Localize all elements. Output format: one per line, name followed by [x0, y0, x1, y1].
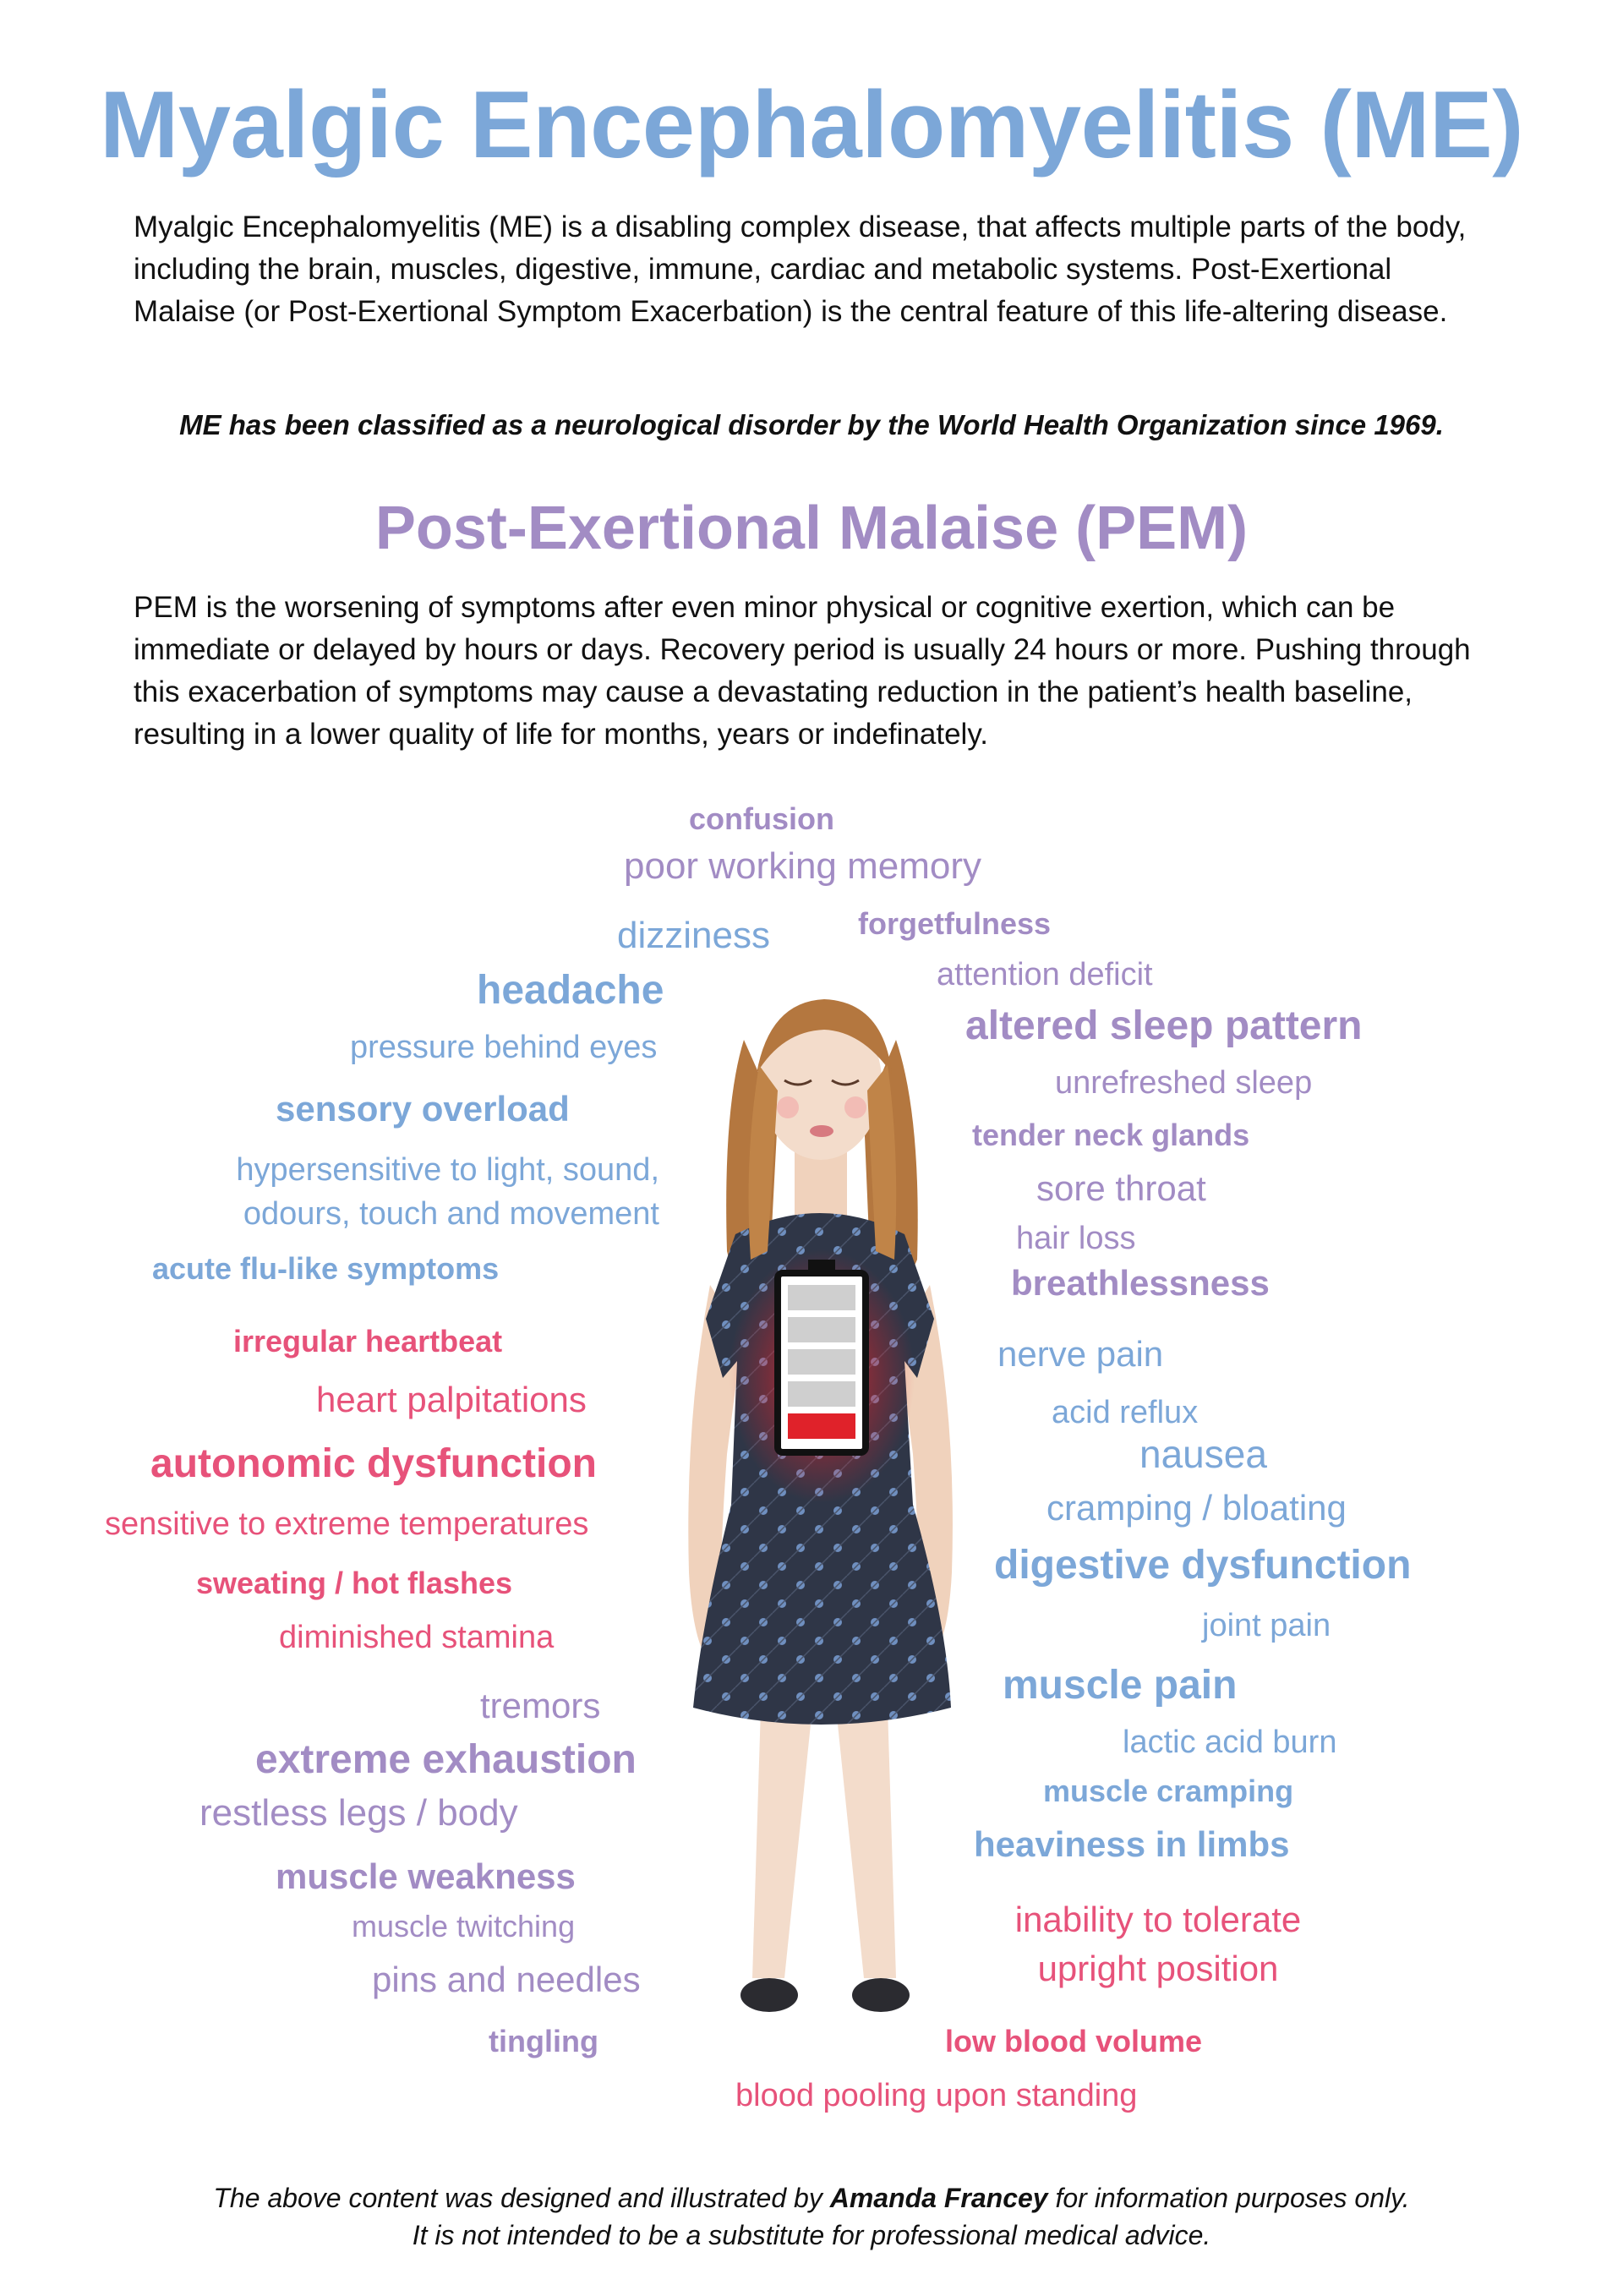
footer-line-1: [0, 2179, 1623, 2217]
symptom-diminished-stamina: diminished stamina: [279, 1620, 555, 1655]
symptom-tender-neck-glands: tender neck glands: [972, 1118, 1250, 1152]
footer-text-after: for information purposes only.: [1047, 2183, 1410, 2213]
symptom-lactic-acid-burn: lactic acid burn: [1123, 1725, 1337, 1760]
symptom-sensitive-to-temperatures: sensitive to extreme temperatures: [105, 1506, 589, 1542]
symptom-hypersensitive: hypersensitive to light, sound, odours, touch and movement: [236, 1152, 659, 1232]
symptom-extreme-exhaustion: extreme exhaustion: [255, 1737, 637, 1782]
symptom-unrefreshed-sleep: unrefreshed sleep: [1055, 1065, 1313, 1101]
symptom-cramping-bloating: cramping / bloating: [1046, 1488, 1347, 1528]
who-classification-note: ME has been classified as a neurological disorder by the World Health Organization since 1969.: [179, 409, 1444, 440]
symptom-tremors: tremors: [480, 1686, 601, 1725]
symptom-muscle-twitching: muscle twitching: [352, 1909, 576, 1943]
symptom-heart-palpitations: heart palpitations: [316, 1380, 587, 1419]
symptom-tingling: tingling: [489, 2024, 598, 2058]
symptom-acid-reflux: acid reflux: [1052, 1395, 1199, 1430]
symptom-pins-and-needles: pins and needles: [372, 1960, 641, 1999]
symptom-confusion: confusion: [689, 801, 834, 836]
footer-author: Amanda Francey: [829, 2183, 1048, 2213]
symptom-altered-sleep-pattern: altered sleep pattern: [965, 1003, 1363, 1048]
symptom-sore-throat: sore throat: [1036, 1168, 1206, 1208]
battery-icon: [778, 1260, 866, 1452]
footer-disclaimer: [0, 2179, 1623, 2254]
symptom-muscle-pain: muscle pain: [1003, 1663, 1238, 1708]
intro-paragraph: Myalgic Encephalomyelitis (ME) is a disabling complex disease, that affects multiple parts of the body, including the brain, muscles, digestive, immune, cardiac and metabolic systems. Post-Exertional Malaise (or Post-Exertional Symptom Exacerbation) is the central feature of this life-altering disease.: [134, 210, 1467, 328]
symptom-sweating-hot-flashes: sweating / hot flashes: [196, 1566, 513, 1600]
page-title: Myalgic Encephalomyelitis (ME): [99, 72, 1524, 178]
symptom-blood-pooling: blood pooling upon standing: [735, 2078, 1138, 2113]
symptom-inability-upright: inability to tolerate upright position: [1014, 1900, 1302, 1988]
symptom-poor-working-memory: poor working memory: [624, 845, 982, 887]
symptom-joint-pain: joint pain: [1202, 1608, 1331, 1643]
footer-text-before: The above content was designed and illustrated by: [213, 2183, 830, 2213]
symptom-attention-deficit: attention deficit: [937, 957, 1153, 992]
pem-heading: Post-Exertional Malaise (PEM): [374, 495, 1249, 562]
symptom-hair-loss: hair loss: [1016, 1221, 1136, 1256]
pem-paragraph: PEM is the worsening of symptoms after even minor physical or cognitive exertion, which can be immediate or delayed by hours or days. Recovery period is usually 24 hours or more. Pushing through this exacerbation of symptoms may cause a devastating reduction in the patient’s health baseline, resulting in a lower quality of life for months, years or indefinately.: [134, 591, 1471, 751]
symptom-forgetfulness: forgetfulness: [858, 906, 1052, 941]
symptom-headache: headache: [477, 968, 664, 1013]
symptom-heaviness-in-limbs: heaviness in limbs: [974, 1824, 1290, 1864]
symptom-low-blood-volume: low blood volume: [945, 2024, 1202, 2058]
symptom-pressure-behind-eyes: pressure behind eyes: [350, 1030, 658, 1065]
symptom-nausea: nausea: [1139, 1432, 1267, 1476]
footer-line-2: It is not intended to be a substitute for professional medical advice.: [412, 2220, 1211, 2250]
symptom-irregular-heartbeat: irregular heartbeat: [233, 1324, 503, 1358]
symptom-restless-legs: restless legs / body: [199, 1792, 518, 1834]
symptom-breathlessness: breathlessness: [1011, 1263, 1270, 1303]
symptom-autonomic-dysfunction: autonomic dysfunction: [150, 1441, 597, 1486]
symptom-dizziness: dizziness: [617, 915, 770, 956]
symptom-sensory-overload: sensory overload: [276, 1089, 570, 1129]
symptom-muscle-weakness: muscle weakness: [276, 1856, 576, 1896]
symptom-nerve-pain: nerve pain: [997, 1334, 1164, 1374]
symptom-acute-flu-like: acute flu-like symptoms: [152, 1251, 500, 1286]
woman-illustration: [642, 981, 997, 2046]
symptom-muscle-cramping: muscle cramping: [1043, 1774, 1294, 1808]
symptom-digestive-dysfunction: digestive dysfunction: [994, 1543, 1412, 1588]
